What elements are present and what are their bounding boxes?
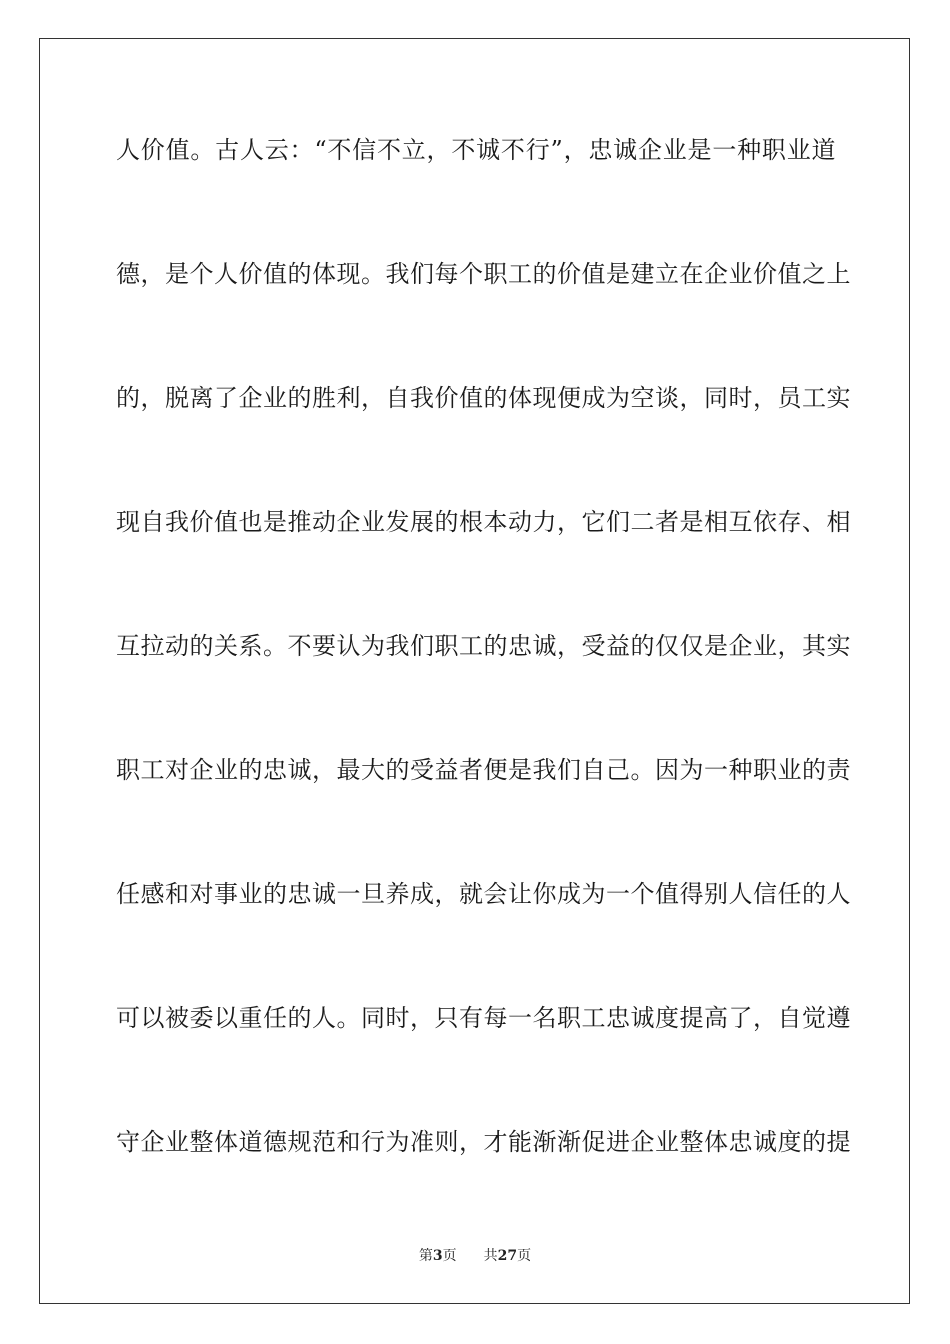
total-pages-prefix: 共 [483, 1248, 498, 1264]
text-line: 现自我价值也是推动企业发展的根本动力，它们二者是相互依存、相 [116, 508, 851, 536]
text-line: 人价值。古人云：“不信不立，不诚不行”，忠诚企业是一种职业道 [116, 136, 836, 164]
total-pages-suffix: 页 [517, 1248, 532, 1264]
text-line: 职工对企业的忠诚，最大的受益者便是我们自己。因为一种职业的责 [116, 756, 851, 784]
page-number-prefix: 第 [418, 1248, 433, 1264]
document-body [116, 128, 851, 1244]
text-line: 互拉动的关系。不要认为我们职工的忠诚，受益的仅仅是企业，其实 [116, 632, 851, 660]
text-line: 守企业整体道德规范和行为准则，才能渐渐促进企业整体忠诚度的提 [116, 1128, 851, 1156]
text-line: 德，是个人价值的体现。我们每个职工的价值是建立在企业价值之上 [116, 260, 851, 288]
text-line: 任感和对事业的忠诚一旦养成，就会让你成为一个值得别人信任的人 [116, 880, 851, 908]
current-page-number: 3 [432, 1248, 443, 1264]
page-footer [0, 1246, 950, 1266]
total-page-count: 27 [497, 1248, 518, 1264]
text-line: 的，脱离了企业的胜利，自我价值的体现便成为空谈，同时，员工实 [116, 384, 851, 412]
text-line: 可以被委以重任的人。同时，只有每一名职工忠诚度提高了，自觉遵 [116, 1004, 851, 1032]
page-number-suffix: 页 [442, 1248, 457, 1264]
